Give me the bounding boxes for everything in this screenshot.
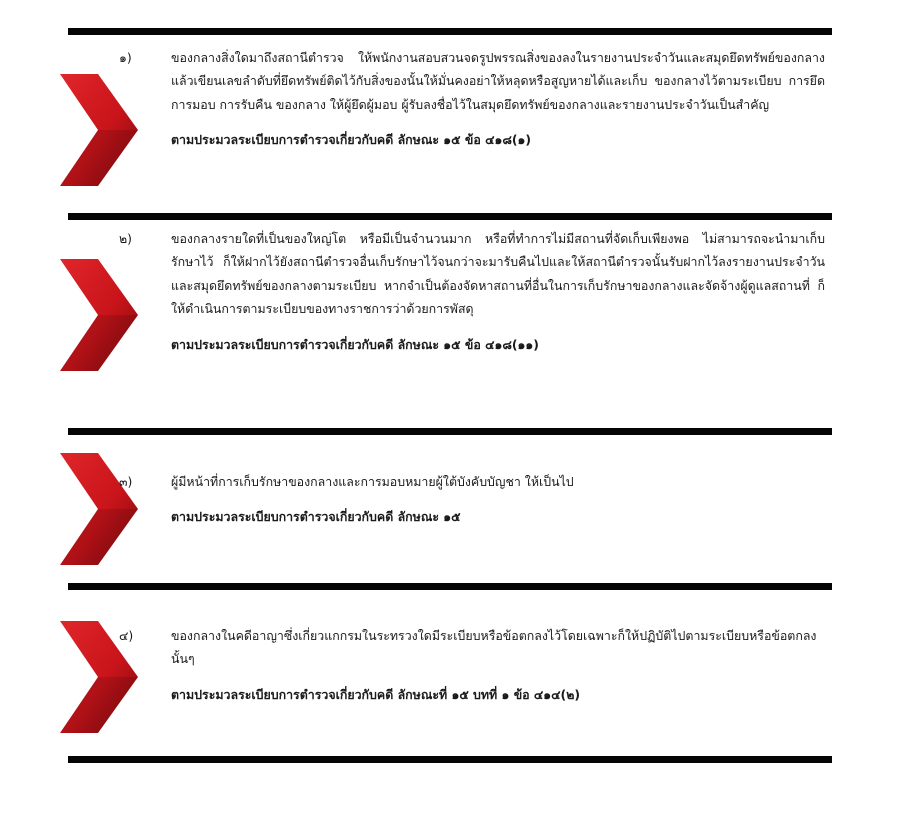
divider-rule bbox=[68, 583, 832, 590]
section-reference: ตามประมวลระเบียบการตำรวจเกี่ยวกับคดี ลักษณะ ๑๕ ข้อ ๔๑๘(๑๑) bbox=[171, 336, 539, 352]
divider-rule bbox=[68, 428, 832, 435]
section-body: ของกลางในคดีอาญาซึ่งเกี่ยวแกกรมในระทรวงใดมีระเบียบหรือข้อตกลงไว้โดยเฉพาะก็ให้ปฏิบัติไปตามระเบียบหรือข้อตกลงนั้นๆ bbox=[171, 628, 817, 667]
section-reference: ตามประมวลระเบียบการตำรวจเกี่ยวกับคดี ลักษณะ ๑๕ bbox=[171, 509, 461, 525]
chevron-right-icon bbox=[58, 449, 140, 569]
section-3 bbox=[119, 470, 825, 529]
section-reference: ตามประมวลระเบียบการตำรวจเกี่ยวกับคดี ลักษณะที่ ๑๕ บทที่ ๑ ข้อ ๔๑๔(๒) bbox=[171, 686, 581, 702]
section-body: ของกลางรายใดที่เป็นของใหญ่โต หรือมีเป็นจำนวนมาก หรือที่ทำการไม่มีสถานที่จัดเก็บเพียงพอ ไม่สามารถจะนำมาเก็บรักษาไว้ ก็ให้ฝากไว้ยังสถานีตำรวจอื่นเก็บรักษาไว้จนกว่าจะมารับคืนไปและให้สถานีตำรวจนั้นรับฝากไว้ลงรายงานประจำวันและสมุดยึดทรัพย์ของกลางตามระเบียบ หากจำเป็นต้องจัดหาสถานที่อื่นในการเก็บรักษาของกลางและจัดจ้างผู้ดูแลสถานที่ ก็ให้ดำเนินการตามระเบียบของทางราชการว่าด้วยการพัสดุ bbox=[171, 231, 825, 317]
chevron-right-icon bbox=[58, 70, 140, 190]
section-number: ๔) bbox=[119, 628, 134, 643]
chevron-right-icon bbox=[58, 255, 140, 375]
section-body: ผู้มีหน้าที่การเก็บรักษาของกลางและการมอบหมายผู้ใต้บังคับบัญชา ให้เป็นไป bbox=[171, 474, 574, 489]
section-reference: ตามประมวลระเบียบการตำรวจเกี่ยวกับคดี ลักษณะ ๑๕ ข้อ ๔๑๘(๑) bbox=[171, 132, 532, 148]
section-number: ๑) bbox=[119, 50, 132, 65]
section-text bbox=[119, 470, 825, 493]
section-text bbox=[119, 46, 825, 116]
section-1 bbox=[119, 46, 825, 152]
section-text bbox=[119, 227, 825, 321]
divider-rule bbox=[68, 756, 832, 763]
section-body: ของกลางสิ่งใดมาถึงสถานีตำรวจ ให้พนักงานสอบสวนจดรูปพรรณสิ่งของลงในรายงานประจำวันและสมุดยึดทรัพย์ของกลาง แล้วเขียนเลขลำดับที่ยึดทรัพย์ติดไว้กับสิ่งของนั้นให้มั่นคงอย่าให้หลุดหรือสูญหายได้และเก็บ ของกลางไว้ตามระเบียบ การยึด การมอบ การรับคืน ของกลาง ให้ผู้ยึดผู้มอบ ผู้รับลงชื่อไว้ในสมุดยึดทรัพย์ของกลางและรายงานประจำวันเป็นสำคัญ bbox=[171, 50, 825, 112]
section-text bbox=[119, 624, 825, 671]
section-4 bbox=[119, 624, 825, 706]
section-number: ๒) bbox=[119, 231, 133, 246]
divider-rule bbox=[68, 213, 832, 220]
section-number: ๓) bbox=[119, 474, 133, 489]
divider-rule bbox=[68, 28, 832, 35]
section-2 bbox=[119, 227, 825, 356]
